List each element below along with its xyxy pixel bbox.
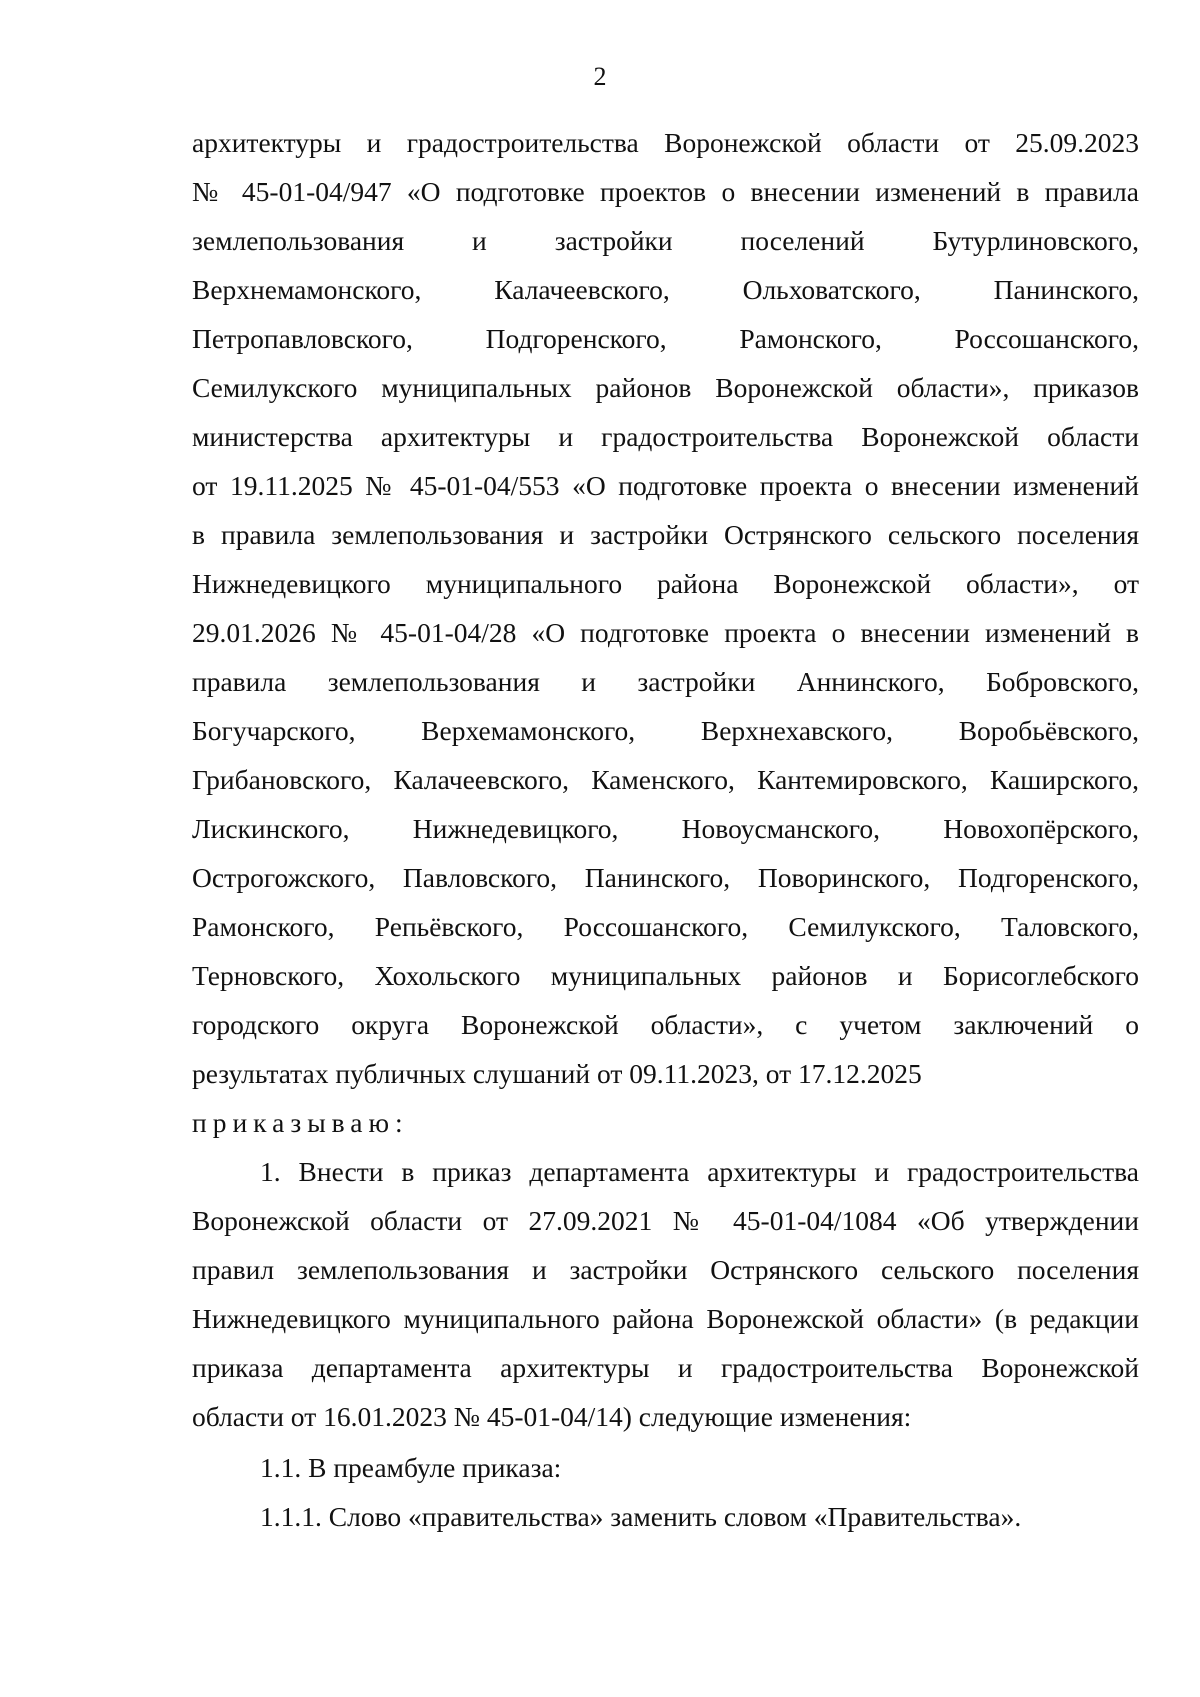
text-line: Верхнемамонского, Калачеевского, Ольховатского, Панинского,: [192, 274, 1139, 305]
text-line: Петропавловского, Подгоренского, Рамонского, Россошанского,: [192, 323, 1139, 354]
text-line: Семилукского муниципальных районов Воронежской области», приказов: [192, 372, 1139, 403]
text-line: № 45-01-04/947 «О подготовке проектов о внесении изменений в правила: [192, 176, 1139, 207]
text-line: министерства архитектуры и градостроительства Воронежской области: [192, 421, 1139, 452]
preamble-paragraph: [192, 118, 1139, 1098]
text-line: Терновского, Хохольского муниципальных районов и Борисоглебского: [192, 960, 1139, 991]
text-line: результатах публичных слушаний от 09.11.2023, от 17.12.2025: [192, 1058, 922, 1089]
text-line: землепользования и застройки поселений Бутурлиновского,: [192, 225, 1139, 256]
item-1-first-line: 1. Внести в приказ департамента архитектуры и градостроительства: [260, 1156, 1139, 1187]
text-line: Рамонского, Репьёвского, Россошанского, Семилукского, Таловского,: [192, 911, 1139, 942]
text-line: правила землепользования и застройки Аннинского, Бобровского,: [192, 666, 1139, 697]
text-line: приказа департамента архитектуры и градостроительства Воронежской: [192, 1352, 1139, 1383]
item-1-paragraph: [192, 1147, 1139, 1441]
page-number: 2: [593, 62, 607, 91]
text-line: Воронежской области от 27.09.2021 № 45-01-04/1084 «Об утверждении: [192, 1205, 1139, 1236]
item-1-1-1: 1.1.1. Слово «правительства» заменить словом «Правительства».: [260, 1501, 1022, 1532]
text-line: Лискинского, Нижнедевицкого, Новоусманского, Новохопёрского,: [192, 813, 1139, 844]
order-word: приказываю:: [192, 1107, 409, 1138]
item-1-1: 1.1. В преамбуле приказа:: [260, 1452, 562, 1483]
text-line: Нижнедевицкого муниципального района Воронежской области», от: [192, 568, 1139, 599]
text-line: области от 16.01.2023 № 45-01-04/14) следующие изменения:: [192, 1401, 912, 1432]
text-line: городского округа Воронежской области», с учетом заключений о: [192, 1009, 1139, 1040]
text-line: Богучарского, Верхемамонского, Верхнехавского, Воробьёвского,: [192, 715, 1139, 746]
document-body: [192, 118, 1139, 1541]
text-line: Нижнедевицкого муниципального района Воронежской области» (в редакции: [192, 1303, 1139, 1334]
text-line: 29.01.2026 № 45-01-04/28 «О подготовке проекта о внесении изменений в: [192, 617, 1139, 648]
text-line: архитектуры и градостроительства Воронежской области от 25.09.2023: [192, 127, 1139, 158]
text-line: в правила землепользования и застройки Острянского сельского поселения: [192, 519, 1139, 550]
text-line: Грибановского, Калачеевского, Каменского, Кантемировского, Каширского,: [192, 764, 1139, 795]
text-line: от 19.11.2025 № 45-01-04/553 «О подготовке проекта о внесении изменений: [192, 470, 1139, 501]
text-line: правил землепользования и застройки Острянского сельского поселения: [192, 1254, 1139, 1285]
text-line: Острогожского, Павловского, Панинского, Поворинского, Подгоренского,: [192, 862, 1139, 893]
